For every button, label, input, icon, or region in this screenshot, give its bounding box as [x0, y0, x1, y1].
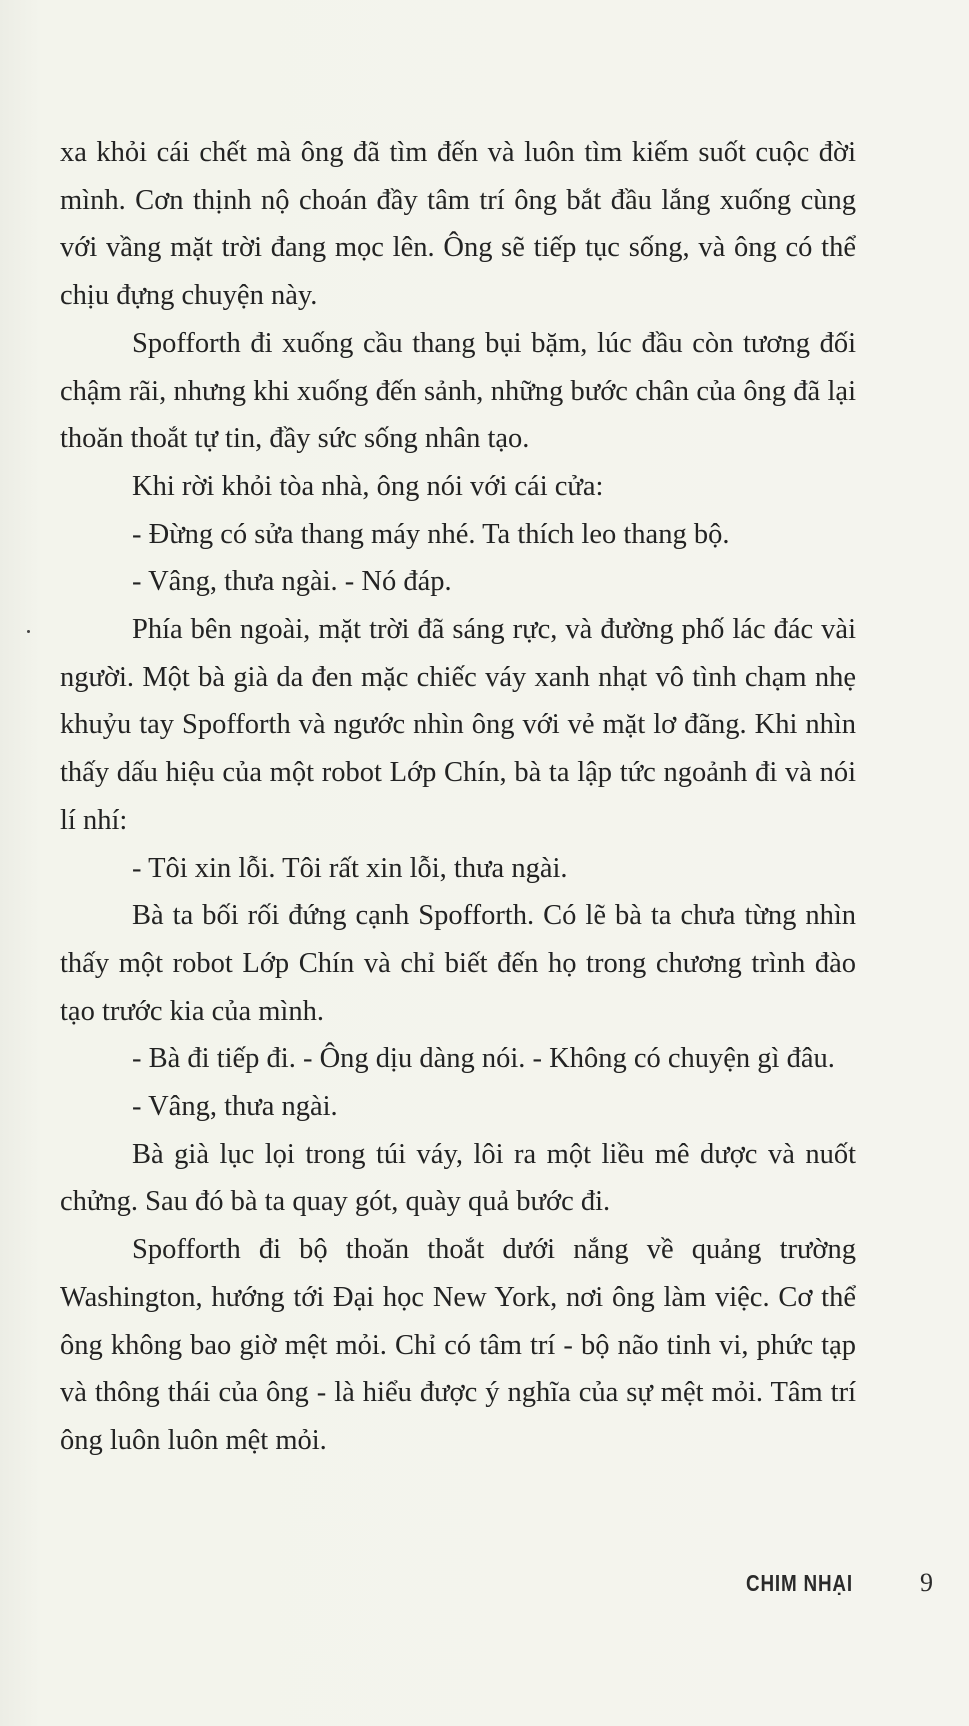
body-text: [60, 129, 856, 1465]
paragraph-11: Bà già lục lọi trong túi váy, lôi ra một liều mê dược và nuốt chửng. Sau đó bà ta quay gót, quày quả bước đi.: [60, 1138, 856, 1218]
page-number: 9: [920, 1568, 933, 1597]
paragraph-10: - Vâng, thưa ngài.: [132, 1091, 338, 1123]
paragraph-1: xa khỏi cái chết mà ông đã tìm đến và luôn tìm kiếm suốt cuộc đời mình. Cơn thịnh nộ choán đầy tâm trí ông bắt đầu lắng xuống cùng với vầng mặt trời đang mọc lên. Ông sẽ tiếp tục sống, và ông có thể chịu đựng chuyện này.: [60, 137, 856, 312]
paragraph-8: Bà ta bối rối đứng cạnh Spofforth. Có lẽ bà ta chưa từng nhìn thấy một robot Lớp Chín và chỉ biết đến họ trong chương trình đào tạo trước kia của mình.: [60, 900, 856, 1027]
paragraph-12: Spofforth đi bộ thoăn thoắt dưới nắng về quảng trường Washington, hướng tới Đại học New York, nơi ông làm việc. Cơ thể ông không bao giờ mệt mỏi. Chỉ có tâm trí - bộ não tinh vi, phức tạp và thông thái của ông - là hiểu được ý nghĩa của sự mệt mỏi. Tâm trí ông luôn luôn mệt mỏi.: [60, 1234, 856, 1456]
paragraph-4: - Đừng có sửa thang máy nhé. Ta thích leo thang bộ.: [132, 518, 730, 550]
paragraph-9: - Bà đi tiếp đi. - Ông dịu dàng nói. - Không có chuyện gì đâu.: [132, 1043, 835, 1075]
paragraph-2: Spofforth đi xuống cầu thang bụi bặm, lúc đầu còn tương đối chậm rãi, nhưng khi xuống đến sảnh, những bước chân của ông đã lại thoăn thoắt tự tin, đầy sức sống nhân tạo.: [60, 327, 856, 455]
running-footer-title: CHIM NHẠI: [746, 1570, 853, 1596]
paragraph-6: Phía bên ngoài, mặt trời đã sáng rực, và đường phố lác đác vài người. Một bà già da đen mặc chiếc váy xanh nhạt vô tình chạm nhẹ khuỷu tay Spofforth và ngước nhìn ông với vẻ mặt lơ đãng. Khi nhìn thấy dấu hiệu của một robot Lớp Chín, bà ta lập tức ngoảnh đi và nói lí nhí:: [60, 614, 856, 836]
paragraph-5: - Vâng, thưa ngài. - Nó đáp.: [132, 566, 452, 598]
paragraph-3: Khi rời khỏi tòa nhà, ông nói với cái cửa:: [132, 470, 604, 502]
paragraph-7: - Tôi xin lỗi. Tôi rất xin lỗi, thưa ngài.: [132, 852, 568, 884]
paper-speck: [27, 630, 30, 633]
